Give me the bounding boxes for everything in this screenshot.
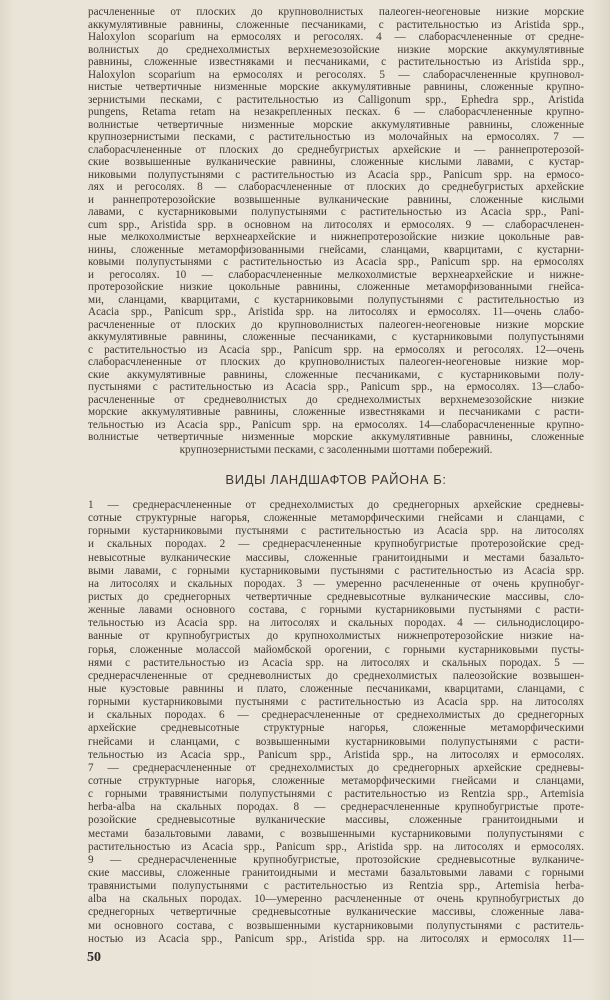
text-line: pungens, Retama retam на незакрепленных песках. 6 — слаборасчлененные крупно- (88, 106, 584, 118)
text-line: и раннепротерозойские возвышенные вулканические равнины, сложенные кислыми (88, 193, 584, 206)
section-a-text (88, 6, 584, 456)
text-line: 7 — среднерасчлененные от среднехолмистых до среднегорных архейские средневы- (88, 761, 584, 774)
text-line: 9 — среднерасчлененные крупнобугристые, протозойские средневысотные вулканиче- (88, 853, 584, 866)
text-line: горными кустарниковыми пустынями с растительностью из Acacia spp. на литосолях (88, 696, 584, 709)
text-line: сотные структурные нагорья, сложенные метаморфическими гнейсами и сланцами, с (88, 512, 584, 525)
text-line: волнистые четвертичные низменные морские аккумулятивные равнины, сложенные (88, 118, 584, 131)
text-line: ми основного состава, с возвышенными кустарниковыми полупустынями с раститель- (88, 919, 584, 932)
text-line: горными кустарниковыми пустынями с растительностью из Acacia spp. на литосолях (88, 525, 584, 538)
text-line: ми, сланцами, кварцитами, с кустарниковыми полупустынями с растительностью из (88, 293, 584, 306)
text-line: herba-alba на скальных породах. 8 — среднерасчлененные крупнобугристые проте- (88, 801, 584, 814)
text-line: нистые четвертичные низменные морские аккумулятивные равнины, сложенные крупно- (88, 81, 584, 93)
text-line: с растительностью из Acacia spp., Panicum spp. на ермосолях и регосолях. 12—очень (88, 343, 584, 356)
text-line: розойские средневысотные вулканические массивы, сложенные гранитоидными и (88, 814, 584, 827)
text-line: ковыми полупустынями с растительностью из Acacia spp., Panicum spp. на ермосолях (88, 256, 584, 268)
text-line: ские массивы, сложенные гранитоидными и местами базальтовыми лавами с горными (88, 866, 584, 879)
text-line: гнейсами и сланцами, с возвышенными кустарниковыми полупустынями с расти- (88, 735, 584, 748)
text-line: лях и регосолях. 8 — слаборасчлененные от плоских до среднебугристых архейские (88, 181, 584, 193)
text-line: волнистых до среднехолмистых верхнемезозойские низкие морские аккумулятивные (88, 43, 584, 56)
text-line: расчлененные от плоских до крупноволнистых палеоген-неогеновые низкие морские (88, 6, 584, 18)
text-line: ные куэстовые равнины и плато, сложенные песчаниками, кварцитами, сланцами, с (88, 682, 584, 695)
text-line: крупнозернистыми песками, с растительностью из молочайных на ермосолях. 7 — (88, 131, 584, 143)
text-line: аккумулятивные равнины, сложенные песчаниками, с кустарниковыми полупустынями (88, 331, 584, 343)
text-line: женные лавами основного состава, с горными кустарниковыми пустынями с расти- (88, 604, 584, 617)
text-line: травянистыми полупустынями с растительностью из Rentzia spp., Artemisia herba- (88, 880, 584, 893)
text-line: ванные от крупнобугристых до крупнохолмистых нижнепротерозойские низкие на- (88, 630, 584, 643)
text-line: нины, сложенные метаморфизованными гнейсами, сланцами, кварцитами, с кустарни- (88, 243, 584, 256)
text-line: выми лавами, с горными кустарниковыми пустынями с растительностью из Acacia spp. (88, 564, 584, 577)
text-line: cum spp., Aristida spp. в основном на литосолях и ермосолях. 9 — слаборасчленен- (88, 218, 584, 231)
text-line: невысотные вулканические массивы, сложенные гранитоидными и местами базальто- (88, 551, 584, 564)
text-line: архейские средневысотные структурные нагорья, сложенные метаморфическими (88, 722, 584, 735)
text-line: ностью из Acacia spp., Panicum spp., Aristida spp. на литосолях и ермосолях 11— (88, 932, 584, 945)
text-line: и скальных породах. 6 — среднерасчлененные от среднехолмистых до среднегорных (88, 709, 584, 722)
text-line: ристых до среднегорных четвертичные средневысотные вулканические массивы, сло- (88, 590, 584, 603)
section-b-text (88, 499, 584, 946)
text-line: тельностью из Acacia spp., Panicum spp. на ермосолях. 14—слаборасчлененные крупно- (88, 418, 584, 431)
text-line: местами базальтовыми лавами, с возвышенными кустарниковыми полупустынями с (88, 827, 584, 840)
text-line: ные мелкохолмистые верхнеархейские и нижнепротерозойские низкие цокольные рав- (88, 231, 584, 243)
text-line: Haloxylon scoparium на ермосолях и регосолях. 5 — слаборасчлененные крупновол- (88, 68, 584, 81)
text-line: пустынями с растительностью из Acacia spp., Panicum spp., на ермосолях. 13—слабо- (88, 381, 584, 393)
text-line: морские аккумулятивные равнины, сложенные известняками и песчаниками с расти- (88, 406, 584, 418)
text-line: расчлененные от плоских до крупноволнистых палеоген-неогеновые низкие морские (88, 318, 584, 331)
page-number: 50 (87, 950, 101, 965)
text-line: 1 — среднерасчлененные от среднехолмистых до среднегорных архейские средневы- (88, 499, 584, 511)
text-line: среднерасчлененные от средневолнистых до среднехолмистых палеозойские возвышен- (88, 669, 584, 682)
text-line: растительностью из Acacia spp., Panicum spp., Aristida spp. на литосолях и ермосолях. (88, 840, 584, 853)
text-line: на литосолях и скальных породах. 3 — умеренно расчлененные от очень крупнобуг- (88, 577, 584, 590)
text-line: сотные структурные нагорья, сложенные метаморфическими гнейсами и сланцами, (88, 774, 584, 787)
text-line: и регосолях. 10 — слаборасчлененные мелкохолмистые верхнеархейские и нижне- (88, 268, 584, 281)
text-line: крупнозернистыми песками, с засоленными шоттами побережий. (179, 443, 493, 456)
text-line: тельностью из Acacia spp., Panicum spp., Aristida spp., на литосолях и ермосолях. (88, 748, 584, 761)
text-line: волнистые четвертичные низменные морские аккумулятивные равнины, сложенные (88, 431, 584, 443)
text-line: горья, сложенные молассой майомбской орогении, с горными кустарниковыми пусты- (88, 643, 584, 656)
text-line: с горными травянистыми полупустынями с растительностью из Rentzia spp., Artemisia (88, 788, 584, 801)
text-line: Acacia spp., Panicum spp., Aristida spp. на литосолях и ермосолях. 11—очень слабо- (88, 306, 584, 318)
text-line: расчлененные от средневолнистых до среднехолмистых верхнемезозойские низкие (88, 393, 584, 406)
text-line: нями с растительностью из Acacia spp. на литосолях и скальных породах. 5 — (88, 656, 584, 669)
text-line: ские возвышенные вулканические равнины, сложенные кислыми лавами, с кустар- (88, 156, 584, 168)
text-line: тельностью из Acacia spp. на литосолях и скальных породах. 4 — сильнодислоциро- (88, 617, 584, 630)
text-line: и скальных породах. 2 — среднерасчлененные крупнобугристые протерозойские сред- (88, 538, 584, 551)
text-line: Haloxylon scoparium на ермосолях и регосолях. 4 — слаборасчлененные от средне- (88, 31, 584, 43)
text-line: слаборасчлененные от плоских до крупноволнистых палеоген-неогеновые низкие мор- (88, 356, 584, 368)
text-line: равнины, сложенные известняками и песчаниками, с растительностью из Aristida spp., (88, 56, 584, 68)
text-line: зернистыми песками, с растительностью из Calligonum spp., Ephedra spp., Aristida (88, 93, 584, 106)
text-line: alba на скальных породах. 10—умеренно расчлененные от очень крупнобугристых до (88, 893, 584, 906)
text-line: аккумулятивные равнины, сложенные песчаниками, с растительностью из Aristida spp., (88, 18, 584, 31)
text-line: протерозойские низкие цокольные равнины, сложенные метаморфизованными гнейса- (88, 281, 584, 293)
text-line: лавами, с кустарниковыми полупустынями с растительностью из Acacia spp., Pani- (88, 206, 584, 218)
text-line: слаборасчлененные от плоских до среднебугристых архейские и — раннепротерозой- (88, 143, 584, 156)
section-heading: ВИДЫ ЛАНДШАФТОВ РАЙОНА Б: (225, 472, 447, 487)
text-line: среднегорных четвертичные средневысотные вулканические массивы, сложенные лава- (88, 906, 584, 919)
text-line: ские аккумулятивные равнины, сложенные песчаниками, с кустарниковыми полу- (88, 368, 584, 381)
text-line: никовыми полупустынями с растительностью из Acacia spp., Panicum spp. на ермосо- (88, 168, 584, 181)
